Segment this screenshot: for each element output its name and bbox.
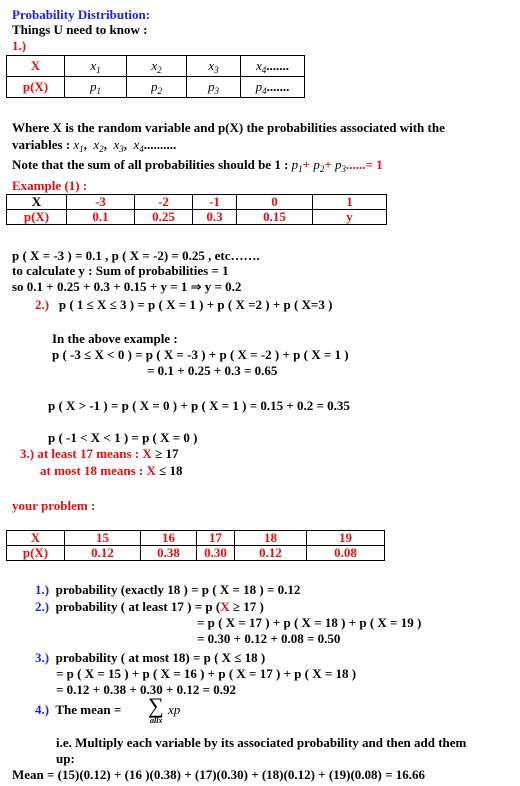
- sigma-subscript: allx: [150, 716, 163, 725]
- problem-heading: your problem :: [12, 498, 96, 513]
- answer-4-ie-line-1: i.e. Multiply each variable by its associated probability and then add them: [56, 735, 467, 750]
- table-row: [7, 210, 387, 225]
- table-cell: 18: [235, 531, 307, 546]
- general-distribution-table: [6, 55, 305, 98]
- between-line: p ( -1 < X < 1 ) = p ( X = 0 ): [48, 430, 198, 445]
- answer-4: 4.) The mean =: [35, 702, 122, 717]
- table-cell: -2: [135, 195, 193, 210]
- table-cell: 0.1: [67, 210, 135, 225]
- table-cell: 0: [237, 195, 313, 210]
- table-cell: y: [313, 210, 387, 225]
- greater-than-line: p ( X > -1 ) = p ( X = 0 ) + p ( X = 1 ) = 0.15 + 0.2 = 0.35: [48, 398, 350, 413]
- example-1-heading: Example (1) :: [12, 178, 88, 193]
- table-cell: $x_1$: [65, 56, 127, 77]
- table-label-p: p(X): [7, 210, 67, 225]
- answer-4-ie-line-2: up:: [56, 751, 75, 766]
- table-row: [7, 77, 305, 98]
- above-example-heading: In the above example :: [52, 331, 178, 346]
- table-cell: 0.08: [307, 546, 385, 561]
- implies-arrow-icon: ⇒: [190, 280, 202, 295]
- sigma-symbol: [148, 693, 164, 725]
- table-cell: $p_3$: [187, 77, 241, 98]
- table-cell: $x_3$: [187, 56, 241, 77]
- answer-2-line-2: = p ( X = 17 ) + p ( X = 18 ) + p ( X = 19 ): [197, 615, 422, 630]
- sum-note: Note that the sum of all probabilities should be 1 : $p_1+ p_2+ p_3......= 1$: [12, 157, 383, 174]
- answer-3-line-3: = 0.12 + 0.38 + 0.30 + 0.12 = 0.92: [56, 682, 237, 697]
- table-cell: $x_4$.......: [241, 56, 305, 77]
- answer-3-line-2: = p ( X = 15 ) + p ( X = 16 ) + p ( X = 17 ) + p ( X = 18 ): [56, 666, 357, 681]
- answer-2: 2.) probability ( at least 17 ) = p (X ≥ 17 ): [35, 599, 264, 614]
- where-line-1: Where X is the random variable and p(X) the probabilities associated with the: [12, 120, 445, 135]
- table-cell: 0.38: [141, 546, 197, 561]
- table-cell: 0.30: [197, 546, 235, 561]
- mean-result-line: Mean = (15)(0.12) + (16 )(0.38) + (17)(0.30) + (18)(0.12) + (19)(0.08) = 16.66: [12, 767, 426, 782]
- table-label-x: X: [7, 56, 65, 77]
- item-1-number: 1.): [12, 38, 27, 53]
- table-cell: $p_2$: [127, 77, 187, 98]
- item-3-at-most: at most 18 means : X ≤ 18: [40, 463, 183, 478]
- table-cell: $p_1$: [65, 77, 127, 98]
- table-cell: $x_2$: [127, 56, 187, 77]
- table-cell: 0.12: [65, 546, 141, 561]
- calc-line-3: so 0.1 + 0.25 + 0.3 + 0.15 + y = 1 ⇒ y = 0.2: [12, 279, 242, 295]
- where-line-2: variables : $x_1$, $x_2$, $x_3$, $x_4$..........: [12, 137, 177, 154]
- table-cell: 0.25: [135, 210, 193, 225]
- calc-line-2: to calculate y : Sum of probabilities = 1: [12, 263, 229, 278]
- table-row: [7, 546, 385, 561]
- table-cell: 0.3: [193, 210, 237, 225]
- calc-line-1: p ( X = -3 ) = 0.1 , p ( X = -2) = 0.25 , etc…….: [12, 248, 260, 263]
- example-1-table: [6, 194, 387, 225]
- subtitle: Things U need to know :: [12, 22, 148, 37]
- table-row: [7, 531, 385, 546]
- table-cell: 15: [65, 531, 141, 546]
- table-row: [7, 195, 387, 210]
- sigma-icon: ∑: [148, 693, 164, 718]
- table-cell: -1: [193, 195, 237, 210]
- table-cell: 0.12: [235, 546, 307, 561]
- problem-table: [6, 530, 385, 561]
- table-label-x: X: [7, 195, 67, 210]
- table-cell: 17: [197, 531, 235, 546]
- item-2: 2.) p ( 1 ≤ X ≤ 3 ) = p ( X = 1 ) + p ( X =2 ) + p ( X=3 ): [35, 297, 333, 312]
- table-label-p: p(X): [7, 77, 65, 98]
- answer-1: 1.) probability (exactly 18 ) = p ( X = 18 ) = 0.12: [35, 582, 301, 597]
- answer-2-line-3: = 0.30 + 0.12 + 0.08 = 0.50: [197, 631, 341, 646]
- page-title: Probability Distribution:: [12, 7, 151, 22]
- above-line-1: p ( -3 ≤ X < 0 ) = p ( X = -3 ) + p ( X = -2 ) + p ( X = 1 ): [52, 347, 349, 362]
- item-3-at-least: 3.) at least 17 means : X ≥ 17: [20, 446, 179, 461]
- table-cell: 19: [307, 531, 385, 546]
- above-line-2: = 0.1 + 0.25 + 0.3 = 0.65: [147, 363, 278, 378]
- table-cell: 0.15: [237, 210, 313, 225]
- table-row: [7, 56, 305, 77]
- table-label-x: X: [7, 531, 65, 546]
- table-cell: $p_4$.......: [241, 77, 305, 98]
- table-cell: 16: [141, 531, 197, 546]
- answer-3: 3.) probability ( at most 18) = p ( X ≤ 18 ): [35, 650, 266, 665]
- mean-expression: xp: [168, 702, 181, 717]
- table-label-p: p(X): [7, 546, 65, 561]
- table-cell: 1: [313, 195, 387, 210]
- table-cell: -3: [67, 195, 135, 210]
